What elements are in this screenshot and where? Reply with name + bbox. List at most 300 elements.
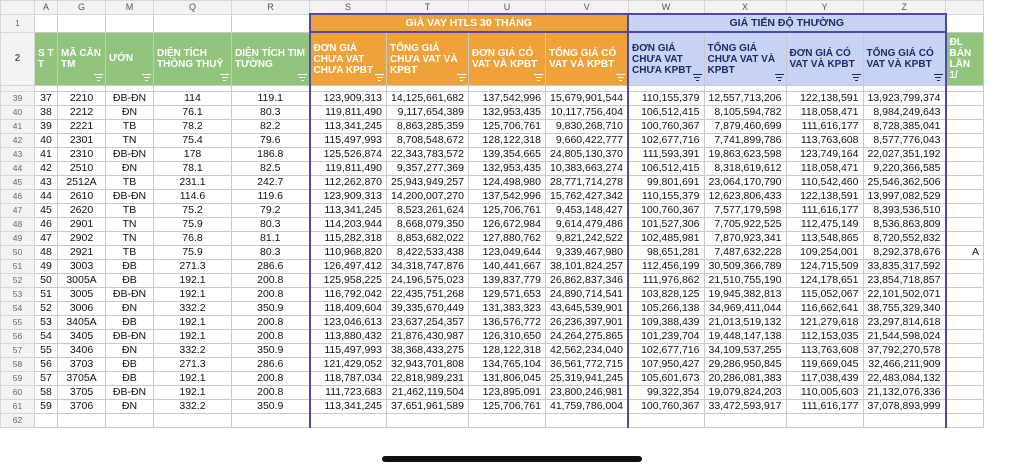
cell[interactable]	[154, 414, 232, 428]
cell-w[interactable]: 98,651,281	[628, 246, 704, 260]
cell-dt-tim-tuong[interactable]: 80.3	[232, 218, 310, 232]
cell-t[interactable]: 9,357,277,369	[387, 162, 469, 176]
cell-dt-thong-thuy[interactable]: 75.9	[154, 218, 232, 232]
cell-t[interactable]: 22,343,783,572	[387, 148, 469, 162]
cell-stt[interactable]: 49	[35, 260, 58, 274]
cell-t[interactable]: 37,651,961,589	[387, 400, 469, 414]
cell-t[interactable]: 8,708,548,672	[387, 134, 469, 148]
column-header[interactable]: M	[106, 1, 154, 15]
cell-z[interactable]: 37,792,270,578	[863, 344, 946, 358]
cell-ma-can[interactable]: 2512A	[58, 176, 106, 190]
cell-y[interactable]: 113,763,608	[786, 134, 863, 148]
cell-huong[interactable]: ĐB-ĐN	[106, 190, 154, 204]
cell-z[interactable]: 22,101,502,071	[863, 288, 946, 302]
empty-cell[interactable]	[58, 14, 106, 32]
cell-u[interactable]: 131,383,323	[469, 302, 546, 316]
cell-y[interactable]: 112,153,035	[786, 330, 863, 344]
cell-ma-can[interactable]: 2301	[58, 134, 106, 148]
cell-y[interactable]: 111,616,177	[786, 204, 863, 218]
cell-ma-can[interactable]: 2620	[58, 204, 106, 218]
cell-t[interactable]: 32,943,701,808	[387, 358, 469, 372]
cell-w[interactable]: 101,527,306	[628, 218, 704, 232]
row-number[interactable]: 2	[1, 32, 35, 86]
cell-stt[interactable]: 39	[35, 120, 58, 134]
row-number[interactable]: 44	[1, 162, 35, 176]
cell-w[interactable]: 100,760,367	[628, 400, 704, 414]
filter-icon[interactable]	[693, 74, 702, 81]
cell-v[interactable]: 9,821,242,522	[546, 232, 629, 246]
cell-v[interactable]: 42,562,234,040	[546, 344, 629, 358]
cell-huong[interactable]: ĐB-ĐN	[106, 288, 154, 302]
cell-y[interactable]: 113,548,865	[786, 232, 863, 246]
cell-z[interactable]: 13,997,082,529	[863, 190, 946, 204]
header-y[interactable]	[786, 32, 863, 86]
cell-x[interactable]: 21,013,519,132	[704, 316, 786, 330]
cell-u[interactable]: 132,953,435	[469, 106, 546, 120]
header-x[interactable]	[704, 32, 786, 86]
cell-ma-can[interactable]: 2610	[58, 190, 106, 204]
cell-huong[interactable]: ĐB	[106, 260, 154, 274]
cell-huong[interactable]: ĐB	[106, 316, 154, 330]
column-header[interactable]: V	[546, 1, 629, 15]
cell-z[interactable]: 8,536,863,809	[863, 218, 946, 232]
cell-v[interactable]: 43,645,539,901	[546, 302, 629, 316]
cell-x[interactable]: 34,109,537,255	[704, 344, 786, 358]
filter-icon[interactable]	[142, 74, 151, 81]
header-s[interactable]	[310, 32, 387, 86]
cell-v[interactable]: 28,771,714,278	[546, 176, 629, 190]
cell-y[interactable]: 123,749,164	[786, 148, 863, 162]
cell-ma-can[interactable]: 3005A	[58, 274, 106, 288]
column-header[interactable]: T	[387, 1, 469, 15]
cell-dt-tim-tuong[interactable]: 200.8	[232, 316, 310, 330]
column-header[interactable]: A	[35, 1, 58, 15]
cell-u[interactable]: 139,354,665	[469, 148, 546, 162]
cell-x[interactable]: 8,105,594,782	[704, 106, 786, 120]
cell-extra[interactable]	[946, 260, 984, 274]
cell-stt[interactable]: 57	[35, 372, 58, 386]
cell-u[interactable]: 128,122,318	[469, 134, 546, 148]
cell-s[interactable]: 115,497,993	[310, 134, 387, 148]
cell-ma-can[interactable]: 3405	[58, 330, 106, 344]
cell-dt-tim-tuong[interactable]: 119.6	[232, 190, 310, 204]
cell-dt-thong-thuy[interactable]: 332.2	[154, 344, 232, 358]
cell-v[interactable]: 25,319,941,245	[546, 372, 629, 386]
cell-x[interactable]: 23,064,170,790	[704, 176, 786, 190]
cell-u[interactable]: 127,880,762	[469, 232, 546, 246]
cell-z[interactable]: 9,220,366,585	[863, 162, 946, 176]
cell-dt-tim-tuong[interactable]: 200.8	[232, 274, 310, 288]
cell-v[interactable]: 9,339,467,980	[546, 246, 629, 260]
column-header[interactable]: W	[628, 1, 704, 15]
header-huong[interactable]	[106, 32, 154, 86]
cell-s[interactable]: 121,429,052	[310, 358, 387, 372]
cell-u[interactable]: 126,310,650	[469, 330, 546, 344]
cell[interactable]	[628, 414, 704, 428]
cell-t[interactable]: 23,637,254,357	[387, 316, 469, 330]
row-number[interactable]: 61	[1, 400, 35, 414]
cell-v[interactable]: 9,614,479,486	[546, 218, 629, 232]
cell-dt-tim-tuong[interactable]: 119.1	[232, 92, 310, 106]
cell-extra[interactable]	[946, 120, 984, 134]
cell[interactable]	[946, 414, 984, 428]
column-header[interactable]: Z	[863, 1, 946, 15]
filter-icon[interactable]	[852, 74, 861, 81]
empty-cell[interactable]	[232, 14, 310, 32]
cell-extra[interactable]	[946, 372, 984, 386]
cell-extra[interactable]	[946, 176, 984, 190]
horizontal-scrollbar[interactable]	[382, 456, 642, 462]
cell-dt-thong-thuy[interactable]: 192.1	[154, 316, 232, 330]
cell-extra[interactable]	[946, 92, 984, 106]
select-all-corner[interactable]	[1, 1, 35, 15]
cell-z[interactable]: 38,755,329,340	[863, 302, 946, 316]
cell-extra[interactable]	[946, 148, 984, 162]
cell-y[interactable]: 110,005,603	[786, 386, 863, 400]
cell-z[interactable]: 8,984,249,643	[863, 106, 946, 120]
row-number[interactable]: 40	[1, 106, 35, 120]
cell-w[interactable]: 107,950,427	[628, 358, 704, 372]
cell-w[interactable]: 105,601,673	[628, 372, 704, 386]
column-header[interactable]: Q	[154, 1, 232, 15]
row-number[interactable]: 39	[1, 92, 35, 106]
cell-y[interactable]: 124,715,509	[786, 260, 863, 274]
cell-s[interactable]: 115,497,993	[310, 344, 387, 358]
cell-z[interactable]: 8,292,378,676	[863, 246, 946, 260]
row-number[interactable]: 59	[1, 372, 35, 386]
cell-stt[interactable]: 45	[35, 204, 58, 218]
cell-z[interactable]: 8,393,536,510	[863, 204, 946, 218]
row-number[interactable]: 50	[1, 246, 35, 260]
cell-stt[interactable]: 50	[35, 274, 58, 288]
cell-dt-thong-thuy[interactable]: 332.2	[154, 302, 232, 316]
cell-t[interactable]: 38,368,433,275	[387, 344, 469, 358]
cell-dt-tim-tuong[interactable]: 81.1	[232, 232, 310, 246]
cell-w[interactable]: 112,456,199	[628, 260, 704, 274]
cell-y[interactable]: 118,058,471	[786, 106, 863, 120]
row-number[interactable]: 54	[1, 302, 35, 316]
cell-s[interactable]: 125,526,874	[310, 148, 387, 162]
cell-dt-tim-tuong[interactable]: 200.8	[232, 386, 310, 400]
cell[interactable]	[58, 414, 106, 428]
cell[interactable]	[232, 414, 310, 428]
cell-y[interactable]: 124,178,651	[786, 274, 863, 288]
cell-s[interactable]: 113,341,245	[310, 120, 387, 134]
cell-v[interactable]: 24,890,714,541	[546, 288, 629, 302]
cell-dt-thong-thuy[interactable]: 114	[154, 92, 232, 106]
cell-y[interactable]: 111,616,177	[786, 400, 863, 414]
cell-w[interactable]: 103,828,125	[628, 288, 704, 302]
cell-extra[interactable]	[946, 330, 984, 344]
cell-ma-can[interactable]: 3706	[58, 400, 106, 414]
cell-x[interactable]: 19,448,147,138	[704, 330, 786, 344]
cell-x[interactable]: 7,577,179,598	[704, 204, 786, 218]
cell-dt-tim-tuong[interactable]: 286.6	[232, 358, 310, 372]
cell-s[interactable]: 123,909,313	[310, 92, 387, 106]
row-number[interactable]: 53	[1, 288, 35, 302]
cell-z[interactable]: 13,923,799,374	[863, 92, 946, 106]
cell[interactable]	[310, 414, 387, 428]
cell-huong[interactable]: ĐB-ĐN	[106, 148, 154, 162]
cell-stt[interactable]: 41	[35, 148, 58, 162]
cell-u[interactable]: 125,706,761	[469, 400, 546, 414]
cell-stt[interactable]: 53	[35, 316, 58, 330]
cell-extra[interactable]	[946, 190, 984, 204]
cell-huong[interactable]: TN	[106, 218, 154, 232]
cell-huong[interactable]: ĐN	[106, 344, 154, 358]
cell-huong[interactable]: TB	[106, 176, 154, 190]
row-number[interactable]: 47	[1, 204, 35, 218]
cell-huong[interactable]: ĐB-ĐN	[106, 330, 154, 344]
cell[interactable]	[786, 414, 863, 428]
cell-dt-tim-tuong[interactable]: 286.6	[232, 260, 310, 274]
cell-t[interactable]: 24,196,575,023	[387, 274, 469, 288]
cell-w[interactable]: 106,512,415	[628, 162, 704, 176]
cell-y[interactable]: 117,038,439	[786, 372, 863, 386]
cell-t[interactable]: 25,943,949,257	[387, 176, 469, 190]
cell-ma-can[interactable]: 3005	[58, 288, 106, 302]
cell-ma-can[interactable]: 2902	[58, 232, 106, 246]
cell-s[interactable]: 118,787,034	[310, 372, 387, 386]
header-stt[interactable]	[35, 32, 58, 86]
cell-ma-can[interactable]: 2212	[58, 106, 106, 120]
cell-dt-tim-tuong[interactable]: 80.3	[232, 106, 310, 120]
cell-u[interactable]: 128,122,318	[469, 344, 546, 358]
cell-dt-tim-tuong[interactable]: 82.5	[232, 162, 310, 176]
row-number[interactable]: 51	[1, 260, 35, 274]
cell-s[interactable]: 112,262,870	[310, 176, 387, 190]
cell-dt-thong-thuy[interactable]: 231.1	[154, 176, 232, 190]
cell-z[interactable]: 23,854,718,857	[863, 274, 946, 288]
cell-extra[interactable]	[946, 358, 984, 372]
cell-dt-tim-tuong[interactable]: 79.2	[232, 204, 310, 218]
cell-ma-can[interactable]: 2210	[58, 92, 106, 106]
cell-t[interactable]: 21,462,119,504	[387, 386, 469, 400]
cell-s[interactable]: 123,909,313	[310, 190, 387, 204]
cell-dt-thong-thuy[interactable]: 114.6	[154, 190, 232, 204]
cell-ma-can[interactable]: 2921	[58, 246, 106, 260]
row-number[interactable]: 58	[1, 358, 35, 372]
cell-v[interactable]: 9,830,268,710	[546, 120, 629, 134]
cell-extra[interactable]	[946, 218, 984, 232]
cell-x[interactable]: 12,623,806,433	[704, 190, 786, 204]
cell-dt-thong-thuy[interactable]: 78.1	[154, 162, 232, 176]
cell-huong[interactable]: TB	[106, 246, 154, 260]
cell-y[interactable]: 111,616,177	[786, 120, 863, 134]
cell-ma-can[interactable]: 3705A	[58, 372, 106, 386]
header-ma-can[interactable]	[58, 32, 106, 86]
cell-stt[interactable]: 52	[35, 302, 58, 316]
header-z[interactable]	[863, 32, 946, 86]
cell-dt-tim-tuong[interactable]: 79.6	[232, 134, 310, 148]
cell-x[interactable]: 30,509,366,789	[704, 260, 786, 274]
cell-v[interactable]: 24,264,275,865	[546, 330, 629, 344]
cell-extra[interactable]	[946, 106, 984, 120]
cell-w[interactable]: 106,512,415	[628, 106, 704, 120]
cell-extra[interactable]	[946, 134, 984, 148]
row-number[interactable]: 60	[1, 386, 35, 400]
column-header[interactable]: S	[310, 1, 387, 15]
cell-z[interactable]: 21,544,598,024	[863, 330, 946, 344]
row-number[interactable]: 45	[1, 176, 35, 190]
cell-stt[interactable]: 51	[35, 288, 58, 302]
cell-huong[interactable]: TN	[106, 232, 154, 246]
filter-icon[interactable]	[934, 74, 943, 81]
filter-icon[interactable]	[534, 74, 543, 81]
cell-w[interactable]: 99,322,354	[628, 386, 704, 400]
cell-z[interactable]: 32,466,211,909	[863, 358, 946, 372]
cell-u[interactable]: 129,571,653	[469, 288, 546, 302]
cell-u[interactable]: 124,498,980	[469, 176, 546, 190]
cell-w[interactable]: 99,801,691	[628, 176, 704, 190]
cell-v[interactable]: 10,117,756,404	[546, 106, 629, 120]
cell-x[interactable]: 19,079,824,203	[704, 386, 786, 400]
cell-huong[interactable]: TN	[106, 134, 154, 148]
cell-huong[interactable]: ĐB	[106, 372, 154, 386]
row-number[interactable]: 49	[1, 232, 35, 246]
cell-x[interactable]: 19,945,382,813	[704, 288, 786, 302]
cell-stt[interactable]: 44	[35, 190, 58, 204]
cell-dt-thong-thuy[interactable]: 192.1	[154, 274, 232, 288]
cell-x[interactable]: 34,969,411,044	[704, 302, 786, 316]
cell-extra[interactable]	[946, 344, 984, 358]
cell-stt[interactable]: 37	[35, 92, 58, 106]
filter-icon[interactable]	[375, 74, 384, 81]
cell-stt[interactable]: 46	[35, 218, 58, 232]
column-header[interactable]: G	[58, 1, 106, 15]
cell-s[interactable]: 111,723,683	[310, 386, 387, 400]
cell-y[interactable]: 113,763,608	[786, 344, 863, 358]
row-number[interactable]: 55	[1, 316, 35, 330]
row-number[interactable]: 43	[1, 148, 35, 162]
cell-y[interactable]: 116,662,641	[786, 302, 863, 316]
cell-v[interactable]: 9,453,148,427	[546, 204, 629, 218]
cell-extra[interactable]	[946, 400, 984, 414]
cell-x[interactable]: 20,286,081,383	[704, 372, 786, 386]
cell-y[interactable]: 109,254,001	[786, 246, 863, 260]
cell[interactable]	[863, 414, 946, 428]
cell-t[interactable]: 8,422,533,438	[387, 246, 469, 260]
cell-v[interactable]: 9,660,422,777	[546, 134, 629, 148]
cell-dt-tim-tuong[interactable]: 242.7	[232, 176, 310, 190]
cell-t[interactable]: 8,523,261,624	[387, 204, 469, 218]
cell-t[interactable]: 14,125,661,682	[387, 92, 469, 106]
cell-huong[interactable]: ĐN	[106, 106, 154, 120]
cell-y[interactable]: 119,669,045	[786, 358, 863, 372]
cell-stt[interactable]: 56	[35, 358, 58, 372]
cell-stt[interactable]: 43	[35, 176, 58, 190]
cell-u[interactable]: 136,576,772	[469, 316, 546, 330]
cell-x[interactable]: 8,318,619,612	[704, 162, 786, 176]
cell-x[interactable]: 7,705,922,525	[704, 218, 786, 232]
header-dt-thong-thuy[interactable]	[154, 32, 232, 86]
cell-stt[interactable]: 54	[35, 330, 58, 344]
cell-dt-thong-thuy[interactable]: 76.8	[154, 232, 232, 246]
group-header-htls[interactable]: GIÁ VAY HTLS 30 THÁNG	[310, 14, 629, 32]
cell-ma-can[interactable]: 2510	[58, 162, 106, 176]
cell-w[interactable]: 110,155,379	[628, 92, 704, 106]
filter-icon[interactable]	[298, 74, 307, 81]
cell-t[interactable]: 8,863,285,359	[387, 120, 469, 134]
cell-x[interactable]: 12,557,713,206	[704, 92, 786, 106]
cell-z[interactable]: 8,728,385,041	[863, 120, 946, 134]
cell-huong[interactable]: ĐN	[106, 162, 154, 176]
filter-icon[interactable]	[616, 74, 625, 81]
cell-w[interactable]: 100,760,367	[628, 120, 704, 134]
cell[interactable]	[106, 414, 154, 428]
cell-z[interactable]: 8,577,776,043	[863, 134, 946, 148]
cell-z[interactable]: 23,297,814,618	[863, 316, 946, 330]
cell-s[interactable]: 118,409,604	[310, 302, 387, 316]
cell-dt-tim-tuong[interactable]: 200.8	[232, 288, 310, 302]
cell-dt-thong-thuy[interactable]: 76.1	[154, 106, 232, 120]
cell-y[interactable]: 118,058,471	[786, 162, 863, 176]
cell-extra[interactable]	[946, 386, 984, 400]
row-number[interactable]: 46	[1, 190, 35, 204]
cell-y[interactable]: 115,052,067	[786, 288, 863, 302]
cell-ma-can[interactable]: 2901	[58, 218, 106, 232]
cell-u[interactable]: 131,806,045	[469, 372, 546, 386]
cell-x[interactable]: 19,863,623,598	[704, 148, 786, 162]
empty-cell[interactable]	[154, 14, 232, 32]
cell-s[interactable]: 113,341,245	[310, 204, 387, 218]
column-header[interactable]: X	[704, 1, 786, 15]
filter-icon[interactable]	[457, 74, 466, 81]
cell-v[interactable]: 26,236,397,901	[546, 316, 629, 330]
cell-w[interactable]: 102,485,981	[628, 232, 704, 246]
cell-ma-can[interactable]: 3703	[58, 358, 106, 372]
cell-dt-tim-tuong[interactable]: 350.9	[232, 400, 310, 414]
cell-extra[interactable]	[946, 288, 984, 302]
cell-w[interactable]: 102,677,716	[628, 344, 704, 358]
cell-ma-can[interactable]: 3705	[58, 386, 106, 400]
cell-dt-thong-thuy[interactable]: 78.2	[154, 120, 232, 134]
cell-stt[interactable]: 48	[35, 246, 58, 260]
cell-dt-thong-thuy[interactable]: 332.2	[154, 400, 232, 414]
cell-t[interactable]: 9,117,654,389	[387, 106, 469, 120]
cell-extra[interactable]	[946, 274, 984, 288]
cell-huong[interactable]: ĐB-ĐN	[106, 92, 154, 106]
column-header[interactable]: Y	[786, 1, 863, 15]
cell[interactable]	[546, 414, 629, 428]
empty-cell[interactable]	[35, 14, 58, 32]
cell-ma-can[interactable]: 2310	[58, 148, 106, 162]
cell-dt-thong-thuy[interactable]: 192.1	[154, 330, 232, 344]
cell-x[interactable]: 7,741,899,786	[704, 134, 786, 148]
cell-dt-thong-thuy[interactable]: 192.1	[154, 386, 232, 400]
cell-stt[interactable]: 40	[35, 134, 58, 148]
cell-huong[interactable]: ĐB-ĐN	[106, 386, 154, 400]
cell-huong[interactable]: ĐN	[106, 400, 154, 414]
cell-y[interactable]: 122,138,591	[786, 190, 863, 204]
column-header[interactable]: U	[469, 1, 546, 15]
cell-y[interactable]: 121,279,618	[786, 316, 863, 330]
cell-v[interactable]: 10,383,663,274	[546, 162, 629, 176]
cell-dt-tim-tuong[interactable]: 350.9	[232, 302, 310, 316]
empty-cell[interactable]	[106, 14, 154, 32]
cell-y[interactable]: 110,542,460	[786, 176, 863, 190]
filter-icon[interactable]	[94, 74, 103, 81]
header-v[interactable]	[546, 32, 629, 86]
row-number[interactable]: 56	[1, 330, 35, 344]
cell-extra[interactable]: A	[946, 246, 984, 260]
cell-stt[interactable]: 58	[35, 386, 58, 400]
cell-huong[interactable]: ĐB	[106, 274, 154, 288]
column-header-extra[interactable]	[946, 1, 984, 15]
row-number[interactable]: 1	[1, 14, 35, 32]
cell-t[interactable]: 22,818,989,231	[387, 372, 469, 386]
cell-huong[interactable]: ĐB	[106, 358, 154, 372]
